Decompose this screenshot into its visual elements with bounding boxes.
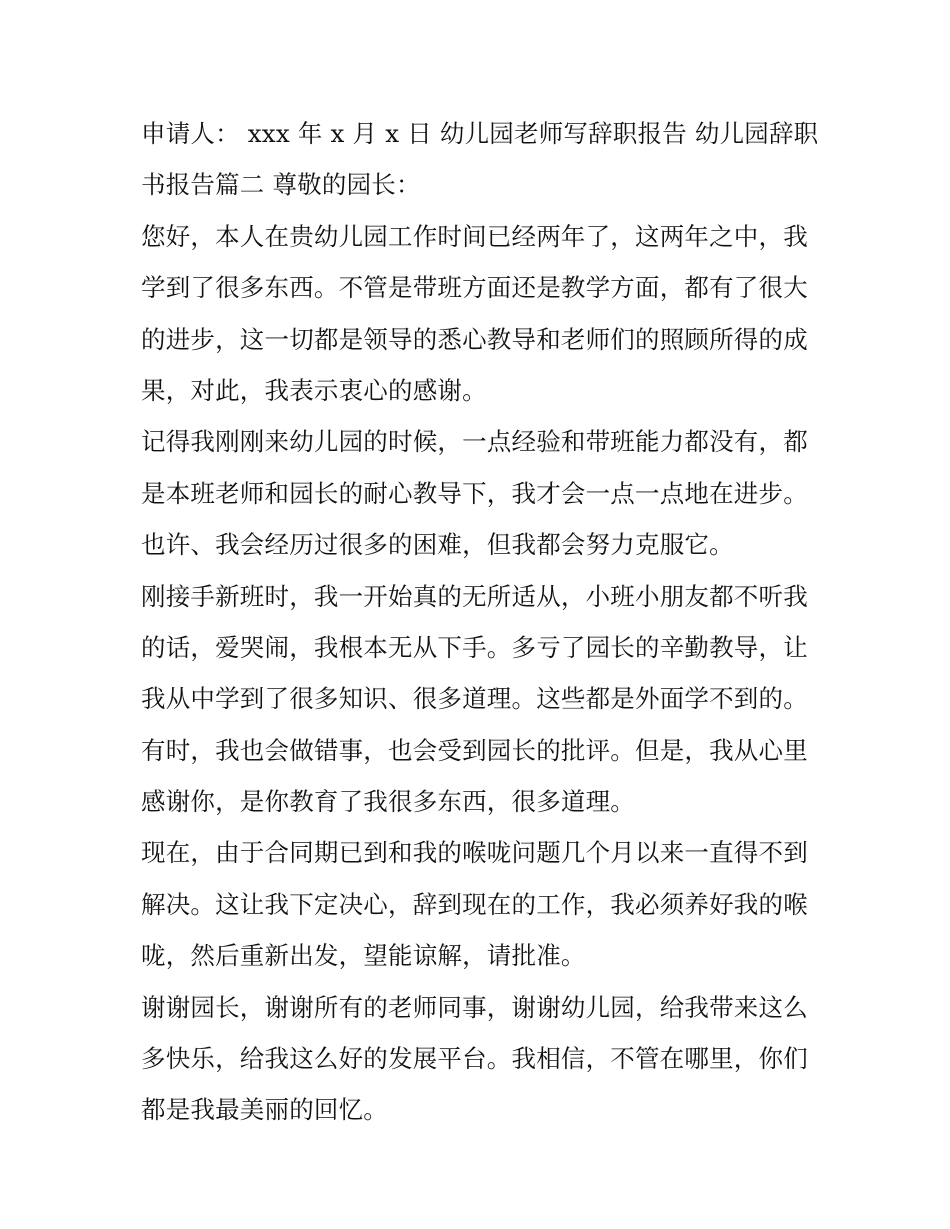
text-line: 记得我刚刚来幼儿园的时候，一点经验和带班能力都没有，都 (141, 427, 808, 457)
text-line: 谢谢园长，谢谢所有的老师同事，谢谢幼儿园，给我带来这么 (141, 992, 808, 1022)
text-line: 学到了很多东西。不管是带班方面还是教学方面，都有了很大 (141, 273, 808, 303)
document-body (141, 108, 819, 1136)
text-line: 果，对此，我表示衷心的感谢。 (141, 375, 487, 405)
text-line: 感谢你，是你教育了我很多东西，很多道理。 (141, 787, 635, 817)
text-line: 解决。这让我下定决心，辞到现在的工作，我必须养好我的喉 (141, 889, 808, 919)
paragraph-thanks (141, 982, 813, 1136)
text-line: 我从中学到了很多知识、很多道理。这些都是外面学不到的。 (141, 684, 808, 714)
text-line: 刚接手新班时，我一开始真的无所适从，小班小朋友都不听我 (141, 581, 808, 611)
text-line: 申请人： xxx 年 x 月 x 日 幼儿园老师写辞职报告 幼儿园辞职 (141, 119, 819, 148)
paragraph-new-class (141, 571, 813, 828)
text-line: 多快乐，给我这么好的发展平台。我相信，不管在哪里，你们 (141, 1044, 808, 1074)
text-line: 的话，爱哭闹，我根本无从下手。多亏了园长的辛勤教导，让 (141, 632, 808, 662)
text-line: 也许、我会经历过很多的困难，但我都会努力克服它。 (141, 530, 734, 560)
text-line: 现在，由于合同期已到和我的喉咙问题几个月以来一直得不到 (141, 838, 808, 868)
paragraph-greeting (141, 211, 813, 417)
paragraph-reason (141, 827, 813, 981)
text-line: 都是我最美丽的回忆。 (141, 1095, 388, 1125)
text-line: 的进步，这一切都是领导的悉心教导和老师们的照顾所得的成 (141, 324, 808, 354)
paragraph-memory (141, 416, 813, 570)
text-line: 有时，我也会做错事，也会受到园长的批评。但是，我从心里 (141, 735, 808, 765)
text-line: 您好，本人在贵幼儿园工作时间已经两年了，这两年之中，我 (141, 221, 808, 251)
text-line: 咙，然后重新出发，望能谅解，请批准。 (141, 941, 586, 971)
text-line: 是本班老师和园长的耐心教导下，我才会一点一点地在进步。 (141, 478, 808, 508)
text-line: 书报告篇二 尊敬的园长： (141, 170, 421, 200)
paragraph-header (141, 108, 819, 211)
